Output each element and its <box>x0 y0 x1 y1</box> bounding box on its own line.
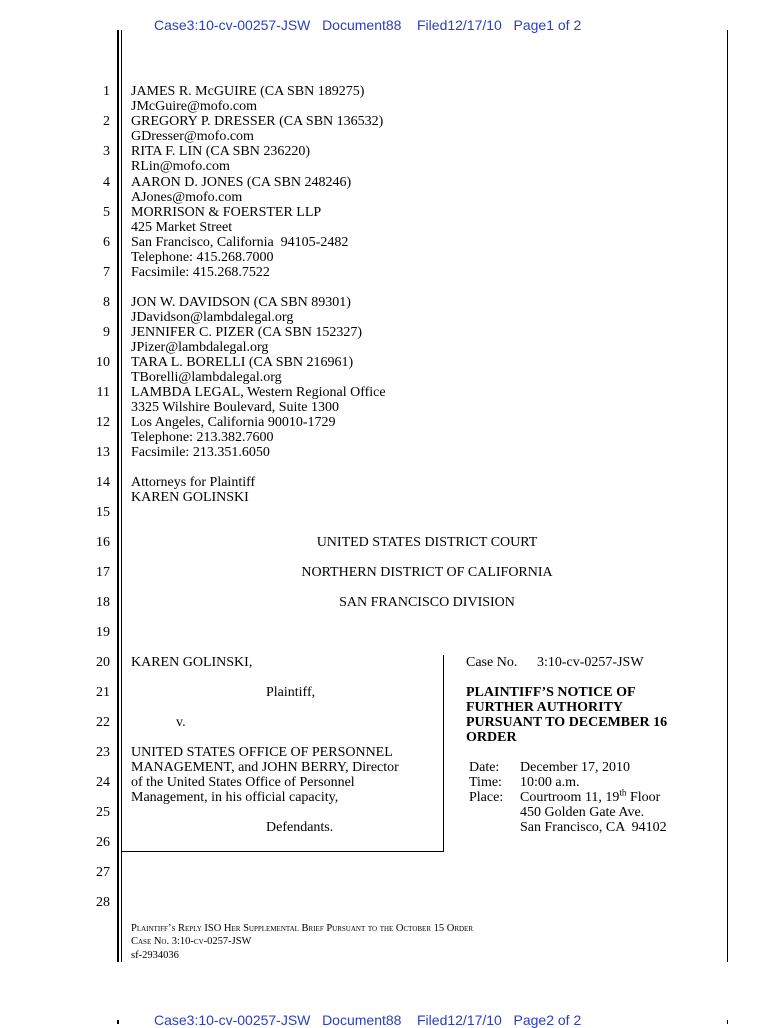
counsel-line: LAMBDA LEGAL, Western Regional Office <box>131 385 386 400</box>
line-number: 22 <box>96 715 110 730</box>
counsel-line: JPizer@lambdalegal.org <box>131 340 269 355</box>
footer-doc-id: sf-2934036 <box>131 950 179 961</box>
counsel-line: TBorelli@lambdalegal.org <box>131 370 282 385</box>
line-number: 15 <box>96 505 110 520</box>
plaintiff-name: KAREN GOLINSKI, <box>131 655 253 670</box>
hearing-place-suffix: Floor <box>626 790 661 805</box>
page2-right-rule <box>727 1020 728 1024</box>
counsel-line: 425 Market Street <box>131 220 233 235</box>
defendants-line: of the United States Office of Personnel <box>131 775 355 790</box>
line-number: 9 <box>103 325 110 340</box>
hearing-time: 10:00 a.m. <box>520 775 580 790</box>
line-number: 19 <box>96 625 110 640</box>
counsel-line: Facsimile: 415.268.7522 <box>131 265 270 280</box>
line-number: 8 <box>103 295 110 310</box>
caption-bottom-rule <box>122 851 444 852</box>
line-number: 13 <box>96 445 110 460</box>
court-name: UNITED STATES DISTRICT COURT <box>316 535 538 550</box>
footer-case-number: Case No. 3:10-cv-0257-JSW <box>131 936 252 947</box>
line-number: 28 <box>96 895 110 910</box>
line-number: 20 <box>96 655 110 670</box>
document-title-line: FURTHER AUTHORITY <box>466 700 624 715</box>
case-number: 3:10-cv-0257-JSW <box>537 655 644 670</box>
hearing-date-label: Date: <box>469 760 500 775</box>
line-number: 12 <box>96 415 110 430</box>
defendant-role: Defendants. <box>266 820 334 835</box>
hearing-place-prefix: Courtroom 11, 19 <box>520 790 620 805</box>
counsel-line: Telephone: 415.268.7000 <box>131 250 274 265</box>
caption-divider <box>443 655 444 852</box>
line-number: 25 <box>96 805 110 820</box>
line-number: 5 <box>103 205 110 220</box>
hearing-place-ordinal: th <box>619 787 627 798</box>
defendants-line: UNITED STATES OFFICE OF PERSONNEL <box>131 745 393 760</box>
line-number: 1 <box>103 84 110 99</box>
line-number: 6 <box>103 235 110 250</box>
court-address-line: 450 Golden Gate Ave. <box>520 805 645 820</box>
document-title-line: ORDER <box>466 730 517 745</box>
counsel-line: AJones@mofo.com <box>131 190 243 205</box>
hearing-place-label: Place: <box>469 790 504 805</box>
next-page-header: Case3:10-cv-00257-JSW Document88 Filed12/17/10 Page2 of 2 <box>154 1012 582 1028</box>
line-number: 21 <box>96 685 110 700</box>
line-number: 26 <box>96 835 110 850</box>
counsel-line: San Francisco, California 94105-2482 <box>131 235 349 250</box>
counsel-line: KAREN GOLINSKI <box>131 490 249 505</box>
court-address-line: San Francisco, CA 94102 <box>520 820 667 835</box>
hearing-time-label: Time: <box>469 775 502 790</box>
line-number: 17 <box>96 565 110 580</box>
line-number: 18 <box>96 595 110 610</box>
line-number: 10 <box>96 355 110 370</box>
counsel-line: 3325 Wilshire Boulevard, Suite 1300 <box>131 400 339 415</box>
line-number: 4 <box>103 175 110 190</box>
counsel-line: Telephone: 213.382.7600 <box>131 430 274 445</box>
hearing-place <box>520 787 661 805</box>
case-number-label: Case No. <box>466 655 518 670</box>
counsel-line: JON W. DAVIDSON (CA SBN 89301) <box>131 295 351 310</box>
left-margin-rule-outer <box>117 30 119 962</box>
page-header: Case3:10-cv-00257-JSW Document88 Filed12/17/10 Page1 of 2 <box>154 17 582 33</box>
counsel-line: Los Angeles, California 90010-1729 <box>131 415 336 430</box>
counsel-line: Attorneys for Plaintiff <box>131 475 256 490</box>
defendants-line: MANAGEMENT, and JOHN BERRY, Director <box>131 760 399 775</box>
hearing-date: December 17, 2010 <box>520 760 631 775</box>
document-title-line: PLAINTIFF’S NOTICE OF <box>466 685 636 700</box>
footer-document-title: Plaintiff’s Reply ISO Her Supplemental Brief Pursuant to the October 15 Order <box>131 923 474 934</box>
versus: v. <box>176 715 186 730</box>
counsel-line: Facsimile: 213.351.6050 <box>131 445 270 460</box>
line-number: 11 <box>96 385 110 400</box>
page2-left-rule <box>117 1020 119 1024</box>
right-margin-rule <box>727 30 728 962</box>
counsel-line: JAMES R. McGUIRE (CA SBN 189275) <box>131 84 365 99</box>
document-title-line: PURSUANT TO DECEMBER 16 <box>466 715 668 730</box>
line-number: 27 <box>96 865 110 880</box>
line-number: 3 <box>103 144 110 159</box>
counsel-line: TARA L. BORELLI (CA SBN 216961) <box>131 355 354 370</box>
counsel-line: RITA F. LIN (CA SBN 236220) <box>131 144 310 159</box>
line-number: 24 <box>96 775 110 790</box>
line-number: 7 <box>103 265 110 280</box>
counsel-line: JDavidson@lambdalegal.org <box>131 310 294 325</box>
counsel-line: GREGORY P. DRESSER (CA SBN 136532) <box>131 114 384 129</box>
counsel-line: JENNIFER C. PIZER (CA SBN 152327) <box>131 325 363 340</box>
line-number: 14 <box>96 475 110 490</box>
counsel-line: JMcGuire@mofo.com <box>131 99 258 114</box>
counsel-line: MORRISON & FOERSTER LLP <box>131 205 322 220</box>
counsel-line: GDresser@mofo.com <box>131 129 254 144</box>
left-margin-rule-inner <box>121 30 122 962</box>
line-number: 23 <box>96 745 110 760</box>
counsel-line: AARON D. JONES (CA SBN 248246) <box>131 175 352 190</box>
defendants-line: Management, in his official capacity, <box>131 790 339 805</box>
court-district: NORTHERN DISTRICT OF CALIFORNIA <box>301 565 553 580</box>
plaintiff-role: Plaintiff, <box>266 685 316 700</box>
line-number: 2 <box>103 114 110 129</box>
counsel-line: RLin@mofo.com <box>131 159 230 174</box>
line-number: 16 <box>96 535 110 550</box>
court-division: SAN FRANCISCO DIVISION <box>339 595 515 610</box>
